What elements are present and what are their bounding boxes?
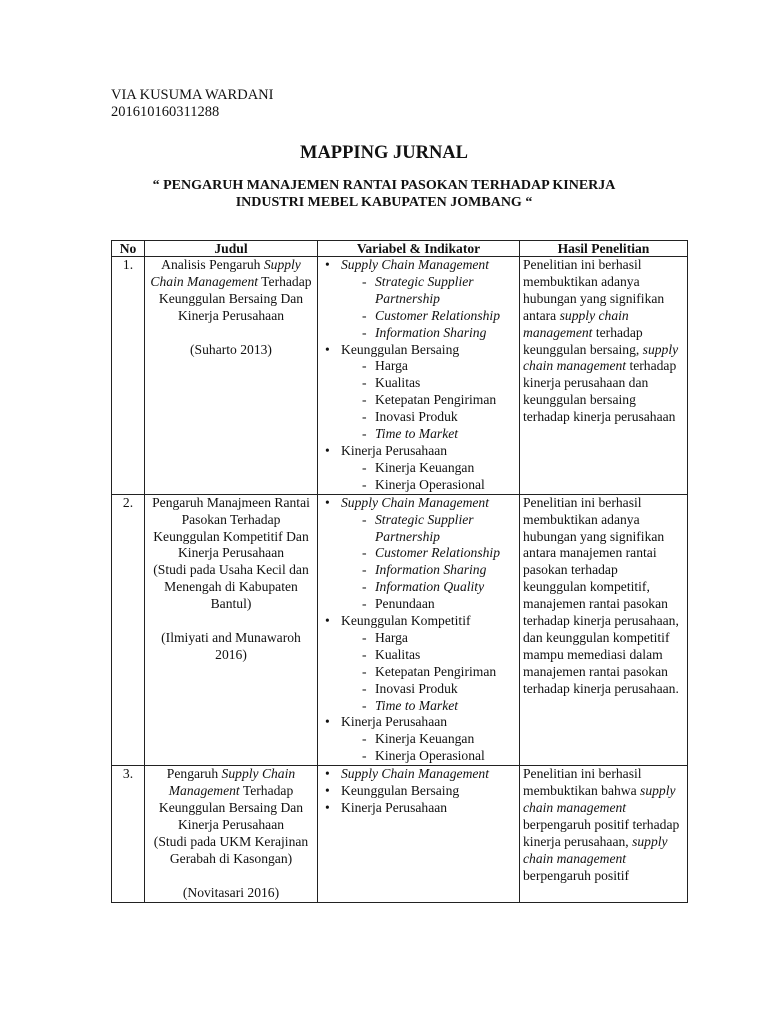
variable-name: Supply Chain Management (341, 494, 489, 510)
variable-name: Keunggulan Kompetitif (341, 613, 471, 629)
indicator-text: Strategic Supplier Partnership (375, 273, 474, 306)
indicator-list (341, 630, 516, 715)
hasil-cell (520, 494, 688, 766)
spacer (148, 613, 314, 630)
indicator-text: Harga (375, 629, 408, 645)
judul-text: Terhadap Keunggulan Bersaing Dan Kinerja Perusahaan (158, 783, 304, 832)
table-row (112, 257, 688, 495)
indicator-text: Time to Market (375, 697, 459, 713)
variable-item (321, 342, 516, 443)
indicator-item (341, 698, 516, 715)
variable-item (321, 783, 516, 800)
citation: (Novitasari 2016) (182, 884, 280, 900)
hasil-text: supply chain management (523, 341, 679, 374)
indicator-item (341, 647, 516, 664)
variables-cell (318, 494, 520, 766)
indicator-item (341, 274, 516, 308)
indicator-item (341, 358, 516, 375)
indicator-item (341, 460, 516, 477)
indicator-item (341, 630, 516, 647)
judul-cell (145, 494, 318, 766)
indicator-item (341, 596, 516, 613)
indicator-text: Kualitas (375, 375, 421, 391)
variable-item (321, 714, 516, 765)
variable-name: Supply Chain Management (341, 766, 489, 782)
hasil-cell (520, 766, 688, 902)
hasil-text: berpengaruh positif (523, 867, 630, 883)
variable-item (321, 257, 516, 342)
hasil-text: terhadap kinerja perusahaan dan keunggulan bersaing terhadap kinerja perusahaan (523, 358, 677, 425)
hasil-text: Penelitian ini berhasil membuktikan adanya hubungan yang signifikan antara (523, 257, 665, 323)
indicator-item (341, 512, 516, 546)
variable-name: Supply Chain Management (341, 257, 489, 272)
hasil-text: terhadap keunggulan bersaing, (523, 324, 643, 357)
indicator-item (341, 545, 516, 562)
judul-title (148, 257, 314, 325)
spacer (148, 868, 314, 885)
indicator-text: Information Sharing (375, 562, 487, 578)
indicator-item (341, 409, 516, 426)
variable-item (321, 495, 516, 613)
indicator-text: Strategic Supplier Partnership (375, 511, 474, 544)
row-number: 2. (112, 494, 145, 766)
header-no: No (112, 241, 145, 257)
document-title: MAPPING JURNAL (299, 143, 469, 163)
judul-cell (145, 766, 318, 902)
indicator-item (341, 308, 516, 325)
citation: (Suharto 2013) (190, 341, 272, 357)
judul-title (148, 495, 314, 563)
variable-list (321, 766, 516, 817)
author-name: VIA KUSUMA WARDANI (111, 87, 274, 103)
indicator-list (341, 731, 516, 765)
hasil-text: supply chain management (523, 307, 629, 340)
indicator-text: Inovasi Produk (375, 409, 458, 425)
judul-text: Terhadap Keunggulan Bersaing Dan Kinerja Perusahaan (158, 273, 312, 323)
judul-note: (Studi pada UKM Kerajinan Gerabah di Kasongan) (153, 833, 309, 866)
hasil-text: Penelitian ini berhasil membuktikan adanya hubungan yang signifikan antara manajemen rantai pasokan terhadap keunggulan kompetitif, manajemen rantai pasokan terhadap kinerja perusahaan, dan keunggulan kompetitif mampu memediasi dalam manajemen rantai pasokan terhadap kinerja perusahaan. (523, 494, 679, 696)
indicator-item (341, 731, 516, 748)
indicator-text: Penundaan (375, 596, 435, 612)
indicator-item (341, 477, 516, 494)
indicator-text: Kinerja Keuangan (375, 731, 475, 747)
indicator-list (341, 512, 516, 613)
indicator-list (341, 460, 516, 494)
indicator-text: Information Quality (375, 579, 485, 595)
indicator-text: Kinerja Operasional (375, 476, 485, 492)
hasil-text: Penelitian ini berhasil membuktikan bahwa (523, 766, 642, 799)
indicator-item (341, 562, 516, 579)
table-row (112, 494, 688, 766)
variable-list (321, 257, 516, 494)
indicator-text: Harga (375, 358, 408, 374)
hasil-text: supply chain management (523, 833, 668, 866)
variable-item (321, 613, 516, 714)
judul-text: Analisis Pengaruh (161, 257, 264, 272)
variable-item (321, 443, 516, 494)
variable-name: Kinerja Perusahaan (341, 714, 448, 730)
table-row (112, 766, 688, 902)
mapping-table (111, 240, 688, 903)
indicator-text: Kinerja Operasional (375, 748, 485, 764)
variable-name: Kinerja Perusahaan (341, 442, 448, 458)
indicator-text: Customer Relationship (375, 307, 500, 323)
header-hasil: Hasil Penelitian (520, 241, 688, 257)
indicator-item (341, 748, 516, 765)
indicator-text: Kinerja Keuangan (375, 459, 475, 475)
variable-name: Keunggulan Bersaing (341, 783, 460, 799)
author-block (111, 87, 273, 121)
hasil-cell (520, 257, 688, 495)
indicator-text: Time to Market (375, 426, 459, 442)
student-id: 201610160311288 (111, 104, 220, 120)
indicator-list (341, 358, 516, 443)
citation: (Ilmiyati and Munawaroh 2016) (161, 630, 301, 662)
indicator-item (341, 664, 516, 681)
indicator-item (341, 325, 516, 342)
judul-text: Supply Chain Management (168, 766, 296, 799)
header-variabel: Variabel & Indikator (318, 241, 520, 257)
indicator-text: Customer Relationship (375, 545, 500, 561)
hasil-text: berpengaruh positif terhadap kinerja perusahaan, (523, 816, 680, 849)
variable-item (321, 766, 516, 783)
indicator-item (341, 392, 516, 409)
judul-text: Pengaruh (166, 766, 222, 782)
indicator-text: Inovasi Produk (375, 680, 458, 696)
variables-cell (318, 766, 520, 902)
row-number: 1. (112, 257, 145, 495)
variables-cell (318, 257, 520, 495)
judul-text: Pengaruh Manajmeen Rantai Pasokan Terhadap Keunggulan Kompetitif Dan Kinerja Perusahaan (152, 494, 310, 561)
indicator-item (341, 426, 516, 443)
judul-title (148, 766, 314, 834)
spacer (148, 325, 314, 342)
judul-text: Supply Chain Management (150, 257, 301, 289)
table-header-row (112, 241, 688, 257)
indicator-text: Kualitas (375, 646, 421, 662)
indicator-item (341, 579, 516, 596)
variable-name: Keunggulan Bersaing (341, 341, 460, 357)
variable-name: Kinerja Perusahaan (341, 800, 448, 815)
variable-list (321, 495, 516, 766)
indicator-text: Ketepatan Pengiriman (375, 663, 497, 679)
indicator-item (341, 375, 516, 392)
indicator-list (341, 274, 516, 342)
indicator-item (341, 681, 516, 698)
document-subtitle (100, 177, 668, 211)
judul-note: (Studi pada Usaha Kecil dan Menengah di Kabupaten Bantul) (153, 562, 309, 612)
indicator-text: Information Sharing (375, 324, 487, 340)
indicator-text: Ketepatan Pengiriman (375, 392, 497, 408)
subtitle-line-1: “ PENGARUH MANAJEMEN RANTAI PASOKAN TERHADAP KINERJA (152, 178, 616, 193)
header-judul: Judul (145, 241, 318, 257)
variable-item (321, 800, 516, 817)
judul-cell (145, 257, 318, 495)
subtitle-line-2: INDUSTRI MEBEL KABUPATEN JOMBANG “ (235, 195, 533, 210)
hasil-text: supply chain management (523, 783, 676, 815)
row-number: 3. (112, 766, 145, 902)
